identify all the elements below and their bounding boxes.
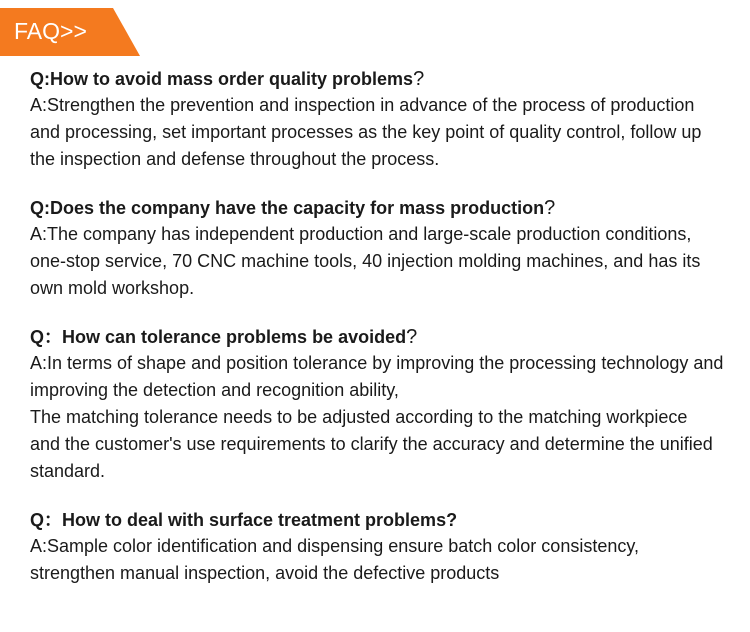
faq-question	[30, 195, 730, 221]
faq-answer: A:In terms of shape and position tolerance by improving the processing technology and improving the detection and recognition ability, The matching tolerance needs to be adjusted according to the matching workpiece and the customer's use requirements to clarify the accuracy and determine the unified standard.	[30, 353, 724, 481]
faq-item	[30, 324, 730, 485]
faq-question-text: Q：How can tolerance problems be avoided	[30, 327, 407, 347]
faq-question-mark: ?	[544, 197, 556, 219]
faq-answer: A:Sample color identification and dispensing ensure batch color consistency, strengthen manual inspection, avoid the defective products	[30, 536, 640, 583]
faq-question-text: Q:Does the company have the capacity for mass production	[30, 198, 545, 218]
faq-item	[30, 66, 730, 173]
faq-question	[30, 324, 730, 350]
faq-question-text: Q：How to deal with surface treatment problems?	[30, 510, 458, 530]
faq-question	[30, 507, 730, 533]
faq-question-mark: ?	[406, 326, 418, 348]
faq-question-text: Q:How to avoid mass order quality problems	[30, 69, 414, 89]
faq-item	[30, 507, 730, 587]
faq-header-tab	[0, 8, 140, 56]
faq-question	[30, 66, 730, 92]
faq-list	[30, 66, 730, 609]
faq-item	[30, 195, 730, 302]
faq-answer: A:Strengthen the prevention and inspection in advance of the process of production and processing, set important processes as the key point of quality control, follow up the inspection and defense throughout the process.	[30, 95, 702, 169]
faq-tab-label: FAQ>>	[14, 18, 87, 44]
faq-question-mark: ?	[413, 68, 425, 90]
faq-answer: A:The company has independent production and large-scale production conditions, one-stop service, 70 CNC machine tools, 40 injection molding machines, and has its own mold workshop.	[30, 224, 701, 298]
